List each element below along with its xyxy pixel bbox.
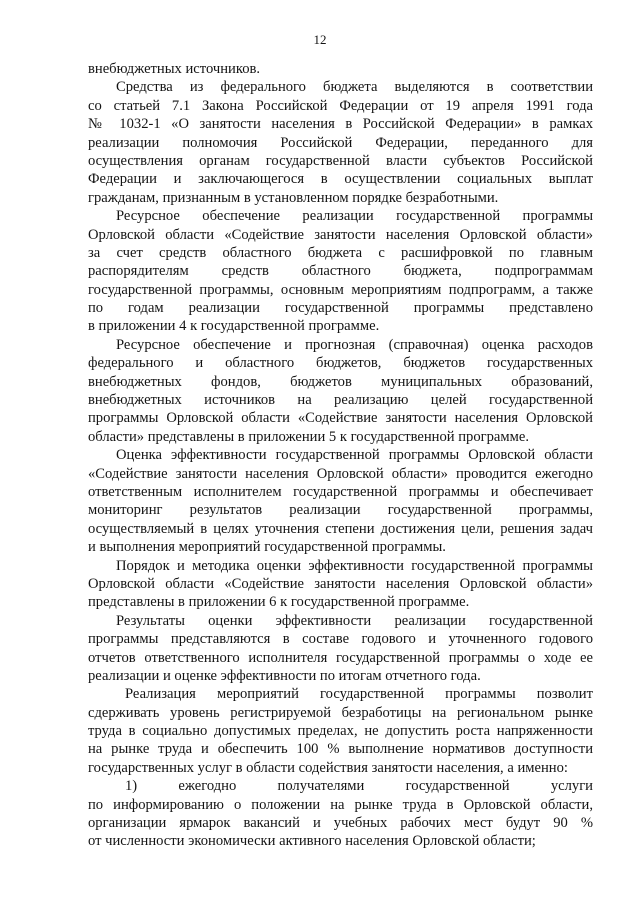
text-line: распорядителям средств областного бюджета, подпрограммам: [88, 263, 593, 280]
paragraph: [88, 446, 593, 556]
text-line: по информированию о положении на рынке труда в Орловской области,: [88, 796, 593, 813]
text-line: внебюджетных фондов, бюджетов муниципальных образований,: [88, 373, 593, 390]
paragraph: [88, 777, 593, 851]
text-line: государственных услуг в области содействия занятости населения, а именно:: [88, 759, 568, 776]
text-line: и выполнения мероприятий государственной программы.: [88, 539, 446, 556]
text-line: внебюджетных источников на реализацию целей государственной: [88, 392, 593, 409]
text-line: реализации и оценке эффективности по итогам отчетного года.: [88, 667, 481, 684]
text-line: осуществляемый в целях уточнения степени достижения цели, решения задач: [88, 520, 593, 537]
text-line: по годам реализации государственной программы представлено: [88, 300, 593, 317]
text-line: со статьей 7.1 Закона Российской Федерации от 19 апреля 1991 года: [88, 97, 593, 114]
paragraph: [88, 557, 593, 612]
document-body: [88, 60, 593, 851]
paragraph: [88, 207, 593, 336]
text-line: гражданам, признанным в установленном порядке безработными.: [88, 189, 499, 206]
text-line: мониторинг результатов реализации государственной программы,: [88, 502, 593, 519]
paragraph: [88, 60, 593, 78]
text-line: Федерации и заключающегося в осуществлении социальных выплат: [88, 171, 593, 188]
paragraph: [88, 336, 593, 446]
text-line: отчетов ответственного исполнителя государственной программы о ходе ее: [88, 649, 593, 666]
text-line: ответственным исполнителем государственной программы и обеспечивает: [88, 483, 593, 500]
text-line: за счет средств областного бюджета с расшифровкой по главным: [88, 244, 593, 261]
text-line: области» представлены в приложении 5 к государственной программе.: [88, 428, 529, 445]
text-line: программы Орловской области «Содействие занятости населения Орловской: [88, 410, 593, 427]
text-line: Порядок и методика оценки эффективности государственной программы: [116, 557, 593, 574]
paragraph: [88, 685, 593, 777]
text-line: Средства из федерального бюджета выделяются в соответствии: [116, 79, 593, 96]
text-line: труда в социально допустимых пределах, не допустить роста напряженности: [88, 723, 593, 740]
text-line: представлены в приложении 6 к государственной программе.: [88, 594, 470, 611]
text-line: Орловской области «Содействие занятости населения Орловской области»: [88, 226, 593, 243]
text-line: федерального и областного бюджетов, бюджетов государственных: [88, 355, 593, 372]
text-line: Реализация мероприятий государственной программы позволит: [125, 686, 593, 703]
text-line: осуществления органам государственной власти субъектов Российской: [88, 152, 593, 169]
paragraph: [88, 78, 593, 207]
text-line: программы представляются в составе годового и уточненного годового: [88, 631, 593, 648]
text-line: организации ярмарок вакансий и учебных рабочих мест будут 90 %: [88, 815, 593, 832]
text-line: 1) ежегодно получателями государственной услуги: [125, 778, 593, 795]
text-line: Оценка эффективности государственной программы Орловской области: [116, 447, 593, 464]
text-line: сдерживать уровень регистрируемой безработицы на региональном рынке: [88, 704, 593, 721]
text-line: № 1032-1 «О занятости населения в Российской Федерации» в рамках: [88, 116, 593, 133]
text-line: Ресурсное обеспечение и прогнозная (справочная) оценка расходов: [116, 336, 593, 353]
text-line: в приложении 4 к государственной программе.: [88, 318, 380, 335]
page-number: 12: [313, 32, 327, 47]
text-line: Результаты оценки эффективности реализации государственной: [116, 612, 593, 629]
text-line: от численности экономически активного населения Орловской области;: [88, 833, 536, 850]
text-line: государственной программы, основным мероприятиям подпрограмм, а также: [88, 281, 593, 298]
paragraph: [88, 612, 593, 686]
text-line: Ресурсное обеспечение реализации государственной программы: [116, 208, 593, 225]
text-line: Орловской области «Содействие занятости населения Орловской области»: [88, 575, 593, 592]
text-line: внебюджетных источников.: [88, 61, 261, 77]
text-line: на рынке труда и обеспечить 100 % выполнение нормативов доступности: [88, 741, 593, 758]
text-line: реализации полномочия Российской Федерации, переданного для: [88, 134, 593, 151]
text-line: «Содействие занятости населения Орловской области» проводится ежегодно: [88, 465, 593, 482]
